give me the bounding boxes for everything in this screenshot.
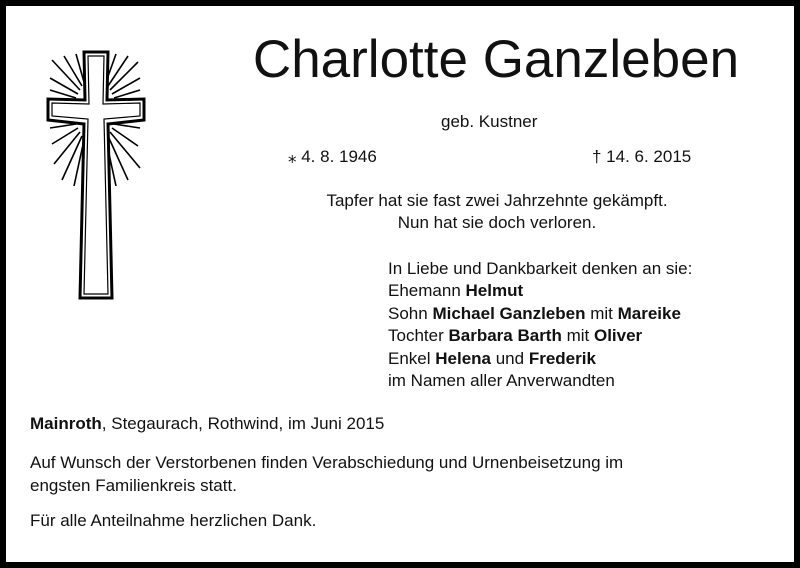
thanks: Für alle Anteilnahme herzlichen Dank. [30, 511, 317, 530]
notice-line-1: Auf Wunsch der Verstorbenen finden Verabschiedung und Urnenbeisetzung im [30, 453, 624, 472]
death-date: † 14. 6. 2015 [592, 147, 692, 166]
quote-line-2: Nun hat sie doch verloren. [397, 213, 597, 232]
mourners-intro: In Liebe und Dankbarkeit denken an sie: [388, 259, 693, 278]
birth-date: ⁎ 4. 8. 1946 [288, 147, 377, 166]
deceased-name: Charlotte Ganzleben [252, 30, 740, 89]
mourner-line: Tochter Barbara Barth mit Oliver [388, 326, 643, 345]
mourner-line: Enkel Helena und Frederik [388, 349, 596, 368]
mourners-closing: im Namen aller Anverwandten [388, 371, 615, 390]
place-date: Mainroth, Stegaurach, Rothwind, im Juni 2015 [30, 414, 385, 433]
mourner-line: Ehemann Helmut [388, 281, 524, 300]
radiant-cross-icon [40, 48, 150, 308]
maiden-name: geb. Kustner [441, 112, 538, 131]
mourner-line: Sohn Michael Ganzleben mit Mareike [388, 304, 681, 323]
quote-line-1: Tapfer hat sie fast zwei Jahrzehnte gekämpft. [326, 191, 668, 210]
notice-line-2: engsten Familienkreis statt. [30, 476, 237, 495]
